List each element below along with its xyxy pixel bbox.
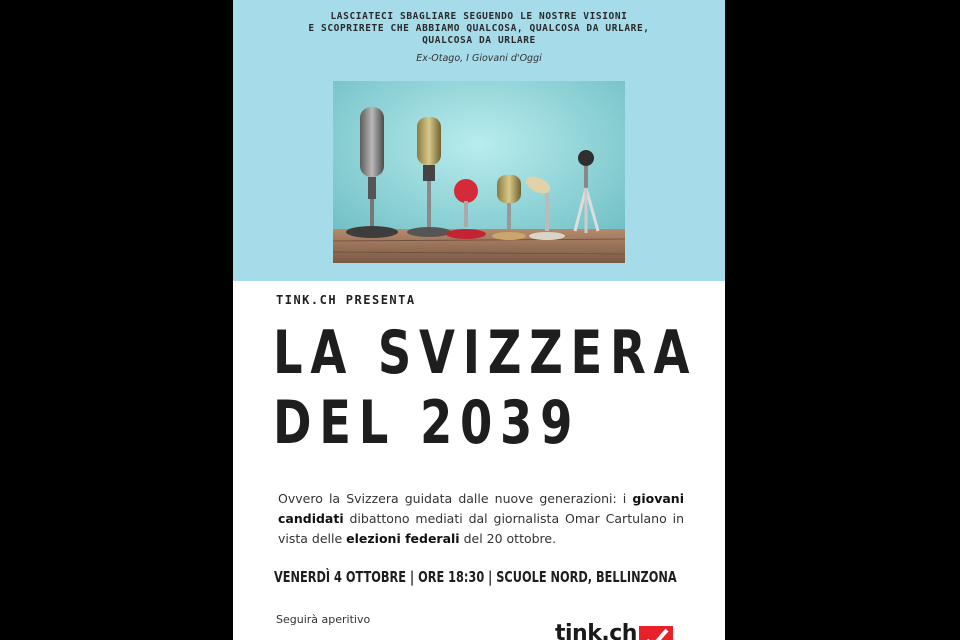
title-line-1: LA SVIZZERA xyxy=(273,318,698,388)
event-time: ORE 18:30 xyxy=(418,568,485,586)
quote-line: E SCOPRIRETE CHE ABBIAMO QUALCOSA, QUALCOSA DA URLARE, xyxy=(308,23,650,34)
description-highlight: giovani candidati xyxy=(278,491,684,526)
song-quote xyxy=(233,11,725,47)
quote-attribution: Ex-Otago, I Giovani d'Oggi xyxy=(416,53,542,64)
title-line-2: DEL 2039 xyxy=(273,388,581,458)
event-details xyxy=(274,568,677,586)
quote-line: LASCIATECI SBAGLIARE SEGUENDO LE NOSTRE VISIONI xyxy=(330,11,628,22)
event-title xyxy=(273,318,697,458)
quote-line: QUALCOSA DA URLARE xyxy=(422,35,536,46)
logo-text: tink.ch xyxy=(555,621,637,640)
description-text: Ovvero la Svizzera guidata dalle nuove generazioni: i xyxy=(278,491,627,506)
description-text: del 20 ottobre. xyxy=(459,531,557,546)
description-text: dibattono mediati dal giornalista Omar Cartulano in vista delle xyxy=(278,511,684,546)
logo-mark-icon xyxy=(639,626,673,640)
presenter-line: TINK.CH PRESENTA xyxy=(276,293,416,307)
description-highlight: elezioni federali xyxy=(346,531,460,546)
microphones-photo xyxy=(333,81,625,263)
separator: | xyxy=(488,568,493,586)
event-date: VENERDÌ 4 OTTOBRE xyxy=(274,568,407,586)
event-poster xyxy=(233,0,725,640)
event-place: SCUOLE NORD, BELLINZONA xyxy=(496,568,677,586)
separator: | xyxy=(409,568,415,586)
event-description xyxy=(278,489,684,549)
aperitivo-note: Seguirà aperitivo xyxy=(276,613,371,626)
tink-logo xyxy=(555,622,673,640)
poster-header xyxy=(233,0,725,281)
